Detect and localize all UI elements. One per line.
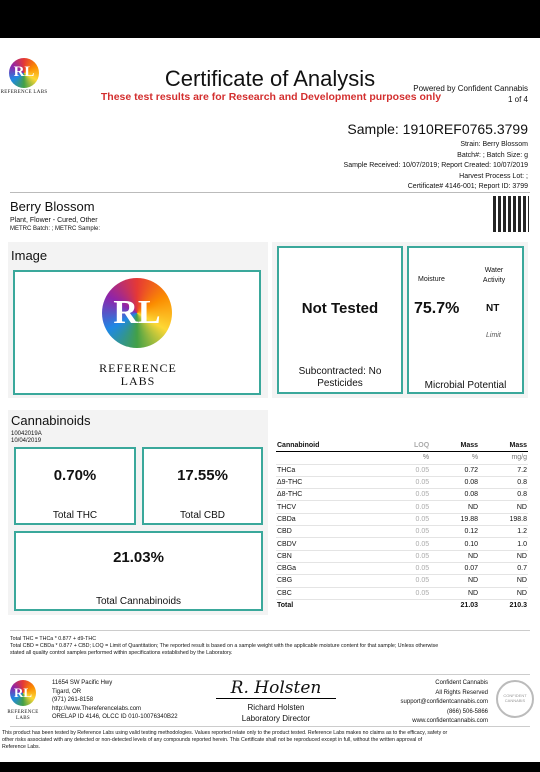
cannabinoids-title: Cannabinoids bbox=[11, 413, 91, 428]
disclaimer bbox=[2, 730, 538, 751]
address-line-2: Tigard, OR bbox=[52, 688, 82, 695]
total-thc-value: 0.70% bbox=[53, 467, 97, 484]
total-cannabinoids-label: Total Cannabinoids bbox=[95, 596, 182, 607]
bottom-bar bbox=[0, 762, 540, 772]
table-cell: 0.12 bbox=[430, 526, 479, 538]
pesticides-status: Not Tested bbox=[301, 300, 379, 317]
table-cell: 0.08 bbox=[430, 489, 479, 501]
logo-letters: RL bbox=[13, 64, 35, 80]
table-cell: 198.8 bbox=[479, 513, 528, 525]
activity-label: Activity bbox=[482, 277, 506, 284]
table-cell: 0.07 bbox=[430, 562, 479, 574]
lab-phone: (971) 261-8158 bbox=[52, 697, 94, 704]
cc-rights: All Rights Reserved bbox=[435, 689, 488, 696]
lab-address bbox=[52, 679, 178, 722]
table-cell: CBGa bbox=[276, 562, 387, 574]
total-cell: 21.03 bbox=[430, 599, 479, 611]
total-thc-label: Total THC bbox=[52, 510, 98, 521]
table-row bbox=[276, 526, 528, 538]
sample-info bbox=[344, 120, 528, 193]
cannabinoids-code: 10042019A bbox=[11, 431, 42, 437]
divider bbox=[10, 726, 530, 727]
image-section-title: Image bbox=[11, 248, 48, 263]
lab-license: ORELAP ID 4146, OLCC ID 010-10076340B22 bbox=[52, 714, 178, 721]
harvest-lot: Harvest Process Lot: ; bbox=[459, 172, 528, 180]
caption-line-1: REFERENCE bbox=[99, 361, 177, 375]
note-line-2: Total CBD = CBDa * 0.877 + CBD; LOQ = Limit of Quantitation; The reported result is based on a sample weight with the applicable moisture content for that sample; Unless otherwise bbox=[10, 643, 439, 649]
cannabinoids-date: 10/04/2019 bbox=[11, 438, 42, 444]
units-row bbox=[276, 452, 528, 464]
moisture-value: 75.7% bbox=[414, 300, 460, 317]
notes bbox=[10, 636, 530, 657]
table-cell: 0.08 bbox=[430, 476, 479, 488]
qr-code[interactable] bbox=[493, 196, 529, 232]
table-cell: ND bbox=[430, 587, 479, 599]
footer-logo-caption: REFERENCE LABS bbox=[7, 710, 39, 721]
footer-logo bbox=[10, 680, 36, 706]
table-cell: THCa bbox=[276, 464, 387, 476]
table-cell: ND bbox=[479, 587, 528, 599]
table-cell: ND bbox=[430, 550, 479, 562]
table-cell: 0.05 bbox=[387, 550, 430, 562]
microbial-label: Microbial Potential bbox=[424, 380, 507, 391]
table-cell: 0.05 bbox=[387, 489, 430, 501]
table-cell: THCV bbox=[276, 501, 387, 513]
pesticides-label: Subcontracted: No Pesticides bbox=[298, 366, 382, 389]
table-row bbox=[276, 538, 528, 550]
table-total-row bbox=[276, 599, 528, 611]
unit-cell: % bbox=[387, 452, 430, 464]
disclaimer-line-1: This product has been tested by Reference Labs using valid testing methodologies. Values reported relate only to the product tested. Reference Labs makes no claims as to the efficacy, safety or bbox=[2, 730, 448, 736]
limit-label: Limit bbox=[486, 332, 501, 339]
table-row bbox=[276, 476, 528, 488]
reference-labs-logo bbox=[9, 58, 39, 88]
table-cell: CBDa bbox=[276, 513, 387, 525]
table-cell: CBD bbox=[276, 526, 387, 538]
table-cell: Δ9-THC bbox=[276, 476, 387, 488]
moisture-label: Moisture bbox=[418, 276, 445, 283]
table-row bbox=[276, 501, 528, 513]
table-cell: CBDV bbox=[276, 538, 387, 550]
table-row bbox=[276, 550, 528, 562]
divider bbox=[10, 192, 530, 193]
table-row bbox=[276, 575, 528, 587]
table-row bbox=[276, 464, 528, 476]
table-cell: 0.10 bbox=[430, 538, 479, 550]
strain: Strain: Berry Blossom bbox=[460, 141, 528, 148]
cc-phone: (866) 506-5866 bbox=[446, 708, 488, 715]
total-cannabinoids-value: 21.03% bbox=[113, 549, 164, 566]
page-title: Certificate of Analysis bbox=[164, 66, 376, 91]
table-header bbox=[276, 440, 528, 452]
cc-website[interactable]: www.confidentcannabis.com bbox=[412, 718, 488, 724]
water-activity-label bbox=[474, 266, 514, 286]
header-loq: LOQ bbox=[387, 440, 430, 452]
divider bbox=[10, 630, 530, 631]
disclaimer-line-3: Reference Labs. bbox=[2, 744, 41, 750]
cc-email[interactable]: support@confidentcannabis.com bbox=[400, 699, 488, 705]
table-cell: 0.05 bbox=[387, 476, 430, 488]
divider bbox=[10, 674, 530, 675]
product-info bbox=[10, 199, 100, 233]
table-row bbox=[276, 489, 528, 501]
certificate-number: Certificate# 4146-001; Report ID: 3799 bbox=[407, 183, 528, 190]
lab-website[interactable]: http://www.Thereferencelabs.com bbox=[52, 705, 142, 712]
confident-cannabis-seal bbox=[496, 680, 534, 718]
table-cell: 19.88 bbox=[430, 513, 479, 525]
cc-name: Confident Cannabis bbox=[435, 680, 488, 686]
header-cannabinoid: Cannabinoid bbox=[276, 440, 387, 452]
logo-caption: REFERENCE LABS bbox=[0, 90, 48, 95]
table-cell: CBC bbox=[276, 587, 387, 599]
header-mass-pct: Mass bbox=[430, 440, 479, 452]
table-cell: 0.05 bbox=[387, 587, 430, 599]
table-cell: 0.8 bbox=[479, 489, 528, 501]
table-cell: 0.05 bbox=[387, 538, 430, 550]
page-number: 1 of 4 bbox=[507, 95, 528, 104]
table-cell: 0.05 bbox=[387, 575, 430, 587]
reference-labs-image-logo bbox=[102, 278, 172, 348]
table-cell: 0.7 bbox=[479, 562, 528, 574]
table-cell: ND bbox=[479, 550, 528, 562]
table-cell: 0.72 bbox=[430, 464, 479, 476]
table-cell: 0.05 bbox=[387, 501, 430, 513]
table-cell: 0.05 bbox=[387, 562, 430, 574]
page-subtitle: These test results are for Research and Development purposes only bbox=[100, 91, 442, 103]
confident-cannabis-info bbox=[401, 679, 488, 727]
table-row bbox=[276, 587, 528, 599]
image-logo-letters: RL bbox=[113, 294, 161, 331]
table-cell: 1.0 bbox=[479, 538, 528, 550]
table-cell: 7.2 bbox=[479, 464, 528, 476]
table-cell: CBN bbox=[276, 550, 387, 562]
table-cell: ND bbox=[479, 575, 528, 587]
table-cell: ND bbox=[479, 501, 528, 513]
signer-title: Laboratory Director bbox=[241, 714, 311, 723]
table-cell: CBG bbox=[276, 575, 387, 587]
table-cell: Δ8-THC bbox=[276, 489, 387, 501]
table-cell: 0.05 bbox=[387, 464, 430, 476]
sample-dates: Sample Received: 10/07/2019; Report Created: 10/07/2019 bbox=[343, 162, 528, 169]
table-cell: 1.2 bbox=[479, 526, 528, 538]
powered-by: Powered by Confident Cannabis bbox=[413, 84, 528, 93]
signer-name: Richard Holsten bbox=[247, 703, 305, 712]
seal-text: CONFIDENT CANNABIS bbox=[503, 693, 527, 703]
total-cell: 210.3 bbox=[479, 599, 528, 611]
unit-cell: % bbox=[430, 452, 479, 464]
table-cell: ND bbox=[430, 501, 479, 513]
sample-id: Sample: 1910REF0765.3799 bbox=[347, 121, 528, 137]
header-mass-mgg: Mass bbox=[479, 440, 528, 452]
table-cell: ND bbox=[430, 575, 479, 587]
total-cell: Total bbox=[276, 599, 387, 611]
footer-logo-letters: RL bbox=[13, 685, 33, 700]
cannabinoid-table bbox=[276, 440, 528, 611]
note-line-1: Total THC = THCa * 0.877 + d9-THC bbox=[10, 636, 97, 642]
table-cell: 0.05 bbox=[387, 513, 430, 525]
note-line-3: stated all quality control samples performed within specifications established by the Laboratory. bbox=[10, 650, 233, 656]
total-cbd-label: Total CBD bbox=[179, 510, 225, 521]
table-row bbox=[276, 513, 528, 525]
total-cell bbox=[387, 599, 430, 611]
water-label: Water bbox=[484, 267, 504, 274]
product-name: Berry Blossom bbox=[10, 199, 95, 214]
total-cbd-value: 17.55% bbox=[177, 467, 228, 484]
unit-cell: mg/g bbox=[479, 452, 528, 464]
product-type: Plant, Flower - Cured, Other bbox=[10, 217, 98, 224]
signature: R. Holsten bbox=[216, 678, 336, 699]
batch: Batch#: ; Batch Size: g bbox=[457, 151, 528, 159]
table-cell: 0.8 bbox=[479, 476, 528, 488]
table-row bbox=[276, 562, 528, 574]
disclaimer-line-2: other risks associated with any detected or non-detected levels of any compounds reported herein. This Certificate shall not be reproduced except in full, without the written approval of bbox=[2, 737, 423, 743]
metrc-info: METRC Batch: ; METRC Sample: bbox=[10, 226, 101, 232]
unit-cell bbox=[276, 452, 387, 464]
table-cell: 0.05 bbox=[387, 526, 430, 538]
image-logo-caption bbox=[88, 362, 188, 388]
address-line-1: 11654 SW Pacific Hwy bbox=[52, 680, 113, 686]
water-activity-value: NT bbox=[486, 303, 500, 314]
caption-line-2: LABS bbox=[120, 374, 156, 388]
top-bar bbox=[0, 0, 540, 38]
